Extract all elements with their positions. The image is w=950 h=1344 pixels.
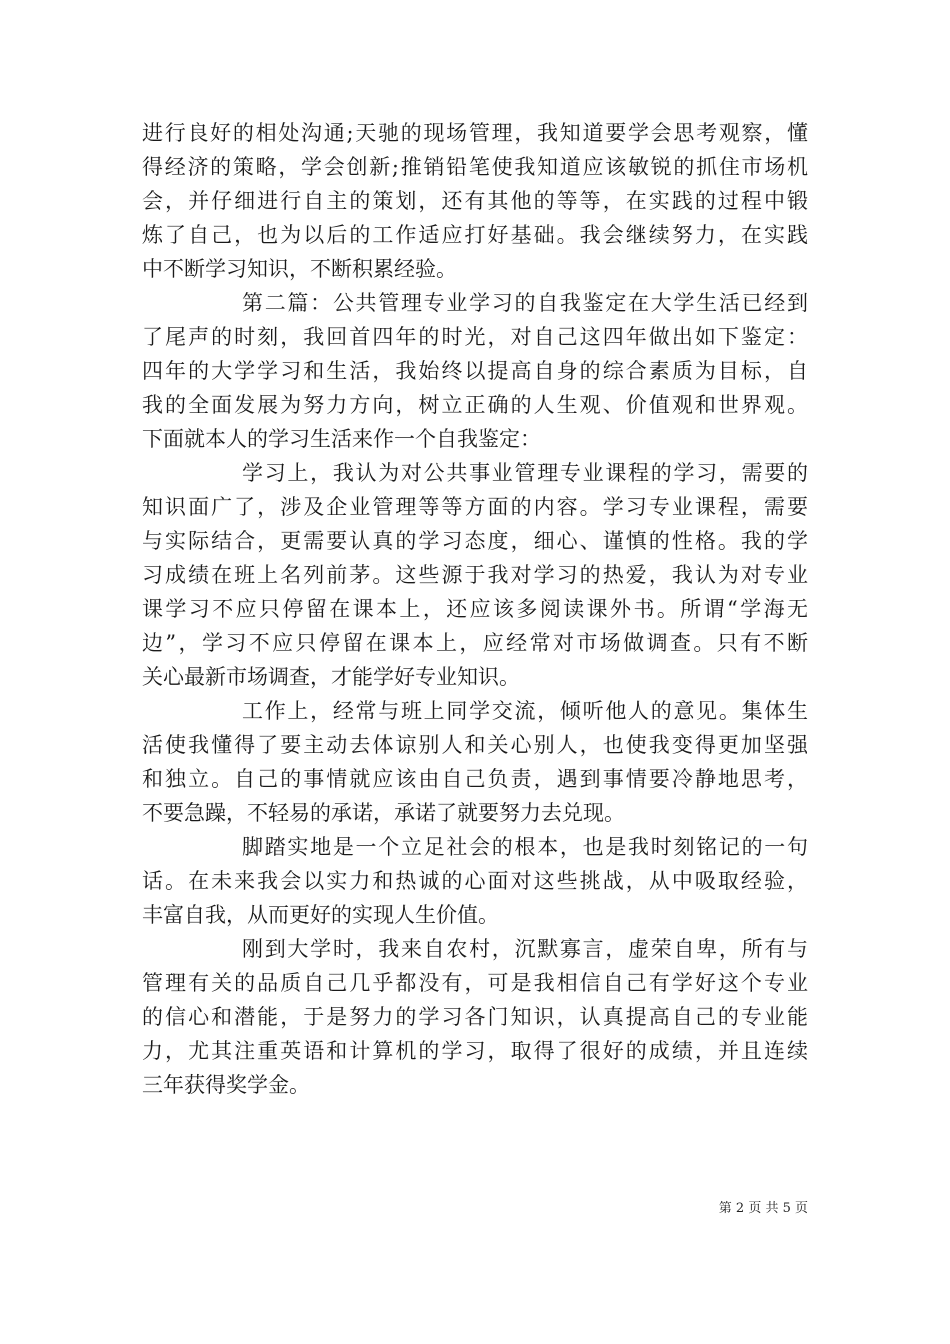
- text-line: 边”，学习不应只停留在课本上，应经常对市场做调查。只有不断: [142, 631, 808, 655]
- text-line: 知识面广了，涉及企业管理等等方面的内容。学习专业课程，需要: [142, 495, 808, 519]
- paragraph: [142, 694, 808, 830]
- text-line: 管理有关的品质自己几乎都没有，可是我相信自己有学好这个专业: [142, 971, 808, 995]
- text-line: 刚到大学时，我来自农村，沉默寡言，虚荣自卑，所有与: [242, 937, 808, 961]
- paragraph: [142, 116, 808, 286]
- paragraph: [142, 932, 808, 1102]
- text-line: 四年的大学学习和生活，我始终以提高自身的综合素质为目标，自: [142, 359, 808, 383]
- text-line: 会，并仔细进行自主的策划，还有其他的等等，在实践的过程中锻: [142, 189, 808, 213]
- text-line: 关心最新市场调查，才能学好专业知识。: [142, 665, 520, 689]
- paragraph: [142, 286, 808, 456]
- text-line: 活使我懂得了要主动去体谅别人和关心别人，也使我变得更加坚强: [142, 733, 808, 757]
- text-line: 炼了自己，也为以后的工作适应打好基础。我会继续努力，在实践: [142, 223, 808, 247]
- text-line: 不要急躁，不轻易的承诺，承诺了就要努力去兑现。: [142, 801, 625, 825]
- text-line: 与实际结合，更需要认真的学习态度，细心、谨慎的性格。我的学: [142, 529, 808, 553]
- text-line: 中不断学习知识，不断积累经验。: [142, 257, 457, 281]
- text-line: 了尾声的时刻，我回首四年的时光，对自己这四年做出如下鉴定：: [142, 325, 808, 349]
- text-line: 工作上，经常与班上同学交流，倾听他人的意见。集体生: [242, 699, 808, 723]
- text-line: 丰富自我，从而更好的实现人生价值。: [142, 903, 499, 927]
- text-line: 下面就本人的学习生活来作一个自我鉴定：: [142, 427, 541, 451]
- text-line: 我的全面发展为努力方向，树立正确的人生观、价值观和世界观。: [142, 393, 808, 417]
- text-line: 第二篇：公共管理专业学习的自我鉴定在大学生活已经到: [242, 291, 808, 315]
- paragraph: [142, 456, 808, 694]
- text-line: 学习上，我认为对公共事业管理专业课程的学习，需要的: [242, 461, 808, 485]
- text-line: 进行良好的相处沟通;天驰的现场管理，我知道要学会思考观察，懂: [142, 121, 808, 145]
- document-body: [142, 116, 808, 1102]
- page-number: 第 2 页 共 5 页: [718, 1201, 808, 1216]
- text-line: 脚踏实地是一个立足社会的根本，也是我时刻铭记的一句: [242, 835, 808, 859]
- text-line: 得经济的策略，学会创新;推销铅笔使我知道应该敏锐的抓住市场机: [142, 155, 808, 179]
- text-line: 三年获得奖学金。: [142, 1073, 310, 1097]
- paragraph: [142, 830, 808, 932]
- text-line: 力，尤其注重英语和计算机的学习，取得了很好的成绩，并且连续: [142, 1039, 808, 1063]
- text-line: 课学习不应只停留在课本上，还应该多阅读课外书。所谓“学海无: [142, 597, 808, 621]
- text-line: 和独立。自己的事情就应该由自己负责，遇到事情要冷静地思考，: [142, 767, 808, 791]
- text-line: 话。在未来我会以实力和热诚的心面对这些挑战，从中吸取经验，: [142, 869, 808, 893]
- text-line: 的信心和潜能，于是努力的学习各门知识，认真提高自己的专业能: [142, 1005, 808, 1029]
- text-line: 习成绩在班上名列前茅。这些源于我对学习的热爱，我认为对专业: [142, 563, 808, 587]
